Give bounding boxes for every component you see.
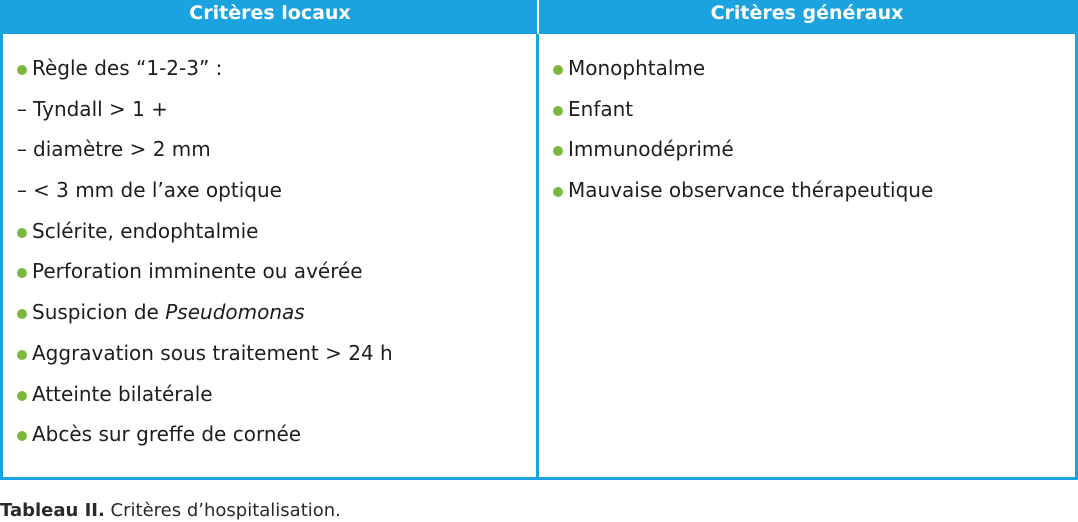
list-item [17,217,536,258]
bullet-icon [553,65,563,75]
list-item-text: Mauvaise observance thérapeutique [568,178,934,203]
list-item-text: Immunodéprimé [568,137,734,162]
list-item-text: Règle des “1-2-3” : [32,56,223,80]
sub-list-item-text: Tyndall > 1 + [33,96,168,121]
list-item [553,95,1075,136]
bullet-icon [17,391,27,401]
table-body-row [3,34,1075,477]
dash-marker: – [17,96,27,121]
list-item [17,339,536,380]
list-item [553,54,1075,95]
local-criteria-column [3,34,539,477]
caption-text: Critères d’hospitalisation. [104,500,341,521]
dash-marker: – [17,178,27,203]
list-item-text: Sclérite, endophtalmie [32,218,259,243]
bullet-icon [17,228,27,238]
list-item [553,176,1075,217]
bullet-icon [553,187,563,197]
bullet-icon [17,268,27,278]
header-general-criteria: Critères généraux [710,1,904,24]
bullet-icon [17,431,27,441]
list-item-text: Monophtalme [568,56,706,80]
list-item [17,298,536,339]
sub-list-item-text: diamètre > 2 mm [33,137,211,162]
list-item [17,54,536,95]
table-caption [0,500,341,522]
general-criteria-column [539,34,1075,477]
list-item [17,257,536,298]
table-header-row [3,0,1075,34]
list-item [17,420,536,461]
list-item-text: Perforation imminente ou avérée [32,259,363,284]
list-item-text-italic: Pseudomonas [165,300,305,325]
caption-label: Tableau II. [0,500,105,521]
list-item-text: Enfant [568,96,634,121]
bullet-icon [17,309,27,319]
list-item-text [32,298,305,326]
bullet-icon [553,106,563,116]
list-item-text: Atteinte bilatérale [32,381,213,406]
list-item [553,135,1075,176]
list-item-text: Abcès sur greffe de cornée [32,422,302,447]
sub-list-item [17,135,536,176]
sub-list-item [17,176,536,217]
list-item-text: Aggravation sous traitement > 24 h [32,340,393,365]
sub-list-item-text: < 3 mm de l’axe optique [33,178,282,203]
sub-list-item [17,95,536,136]
dash-marker: – [17,137,27,162]
header-local-criteria: Critères locaux [3,0,539,34]
list-item [17,380,536,421]
bullet-icon [17,65,27,75]
list-item-text-prefix: Suspicion de [32,300,166,325]
bullet-icon [553,146,563,156]
bullet-icon [17,350,27,360]
